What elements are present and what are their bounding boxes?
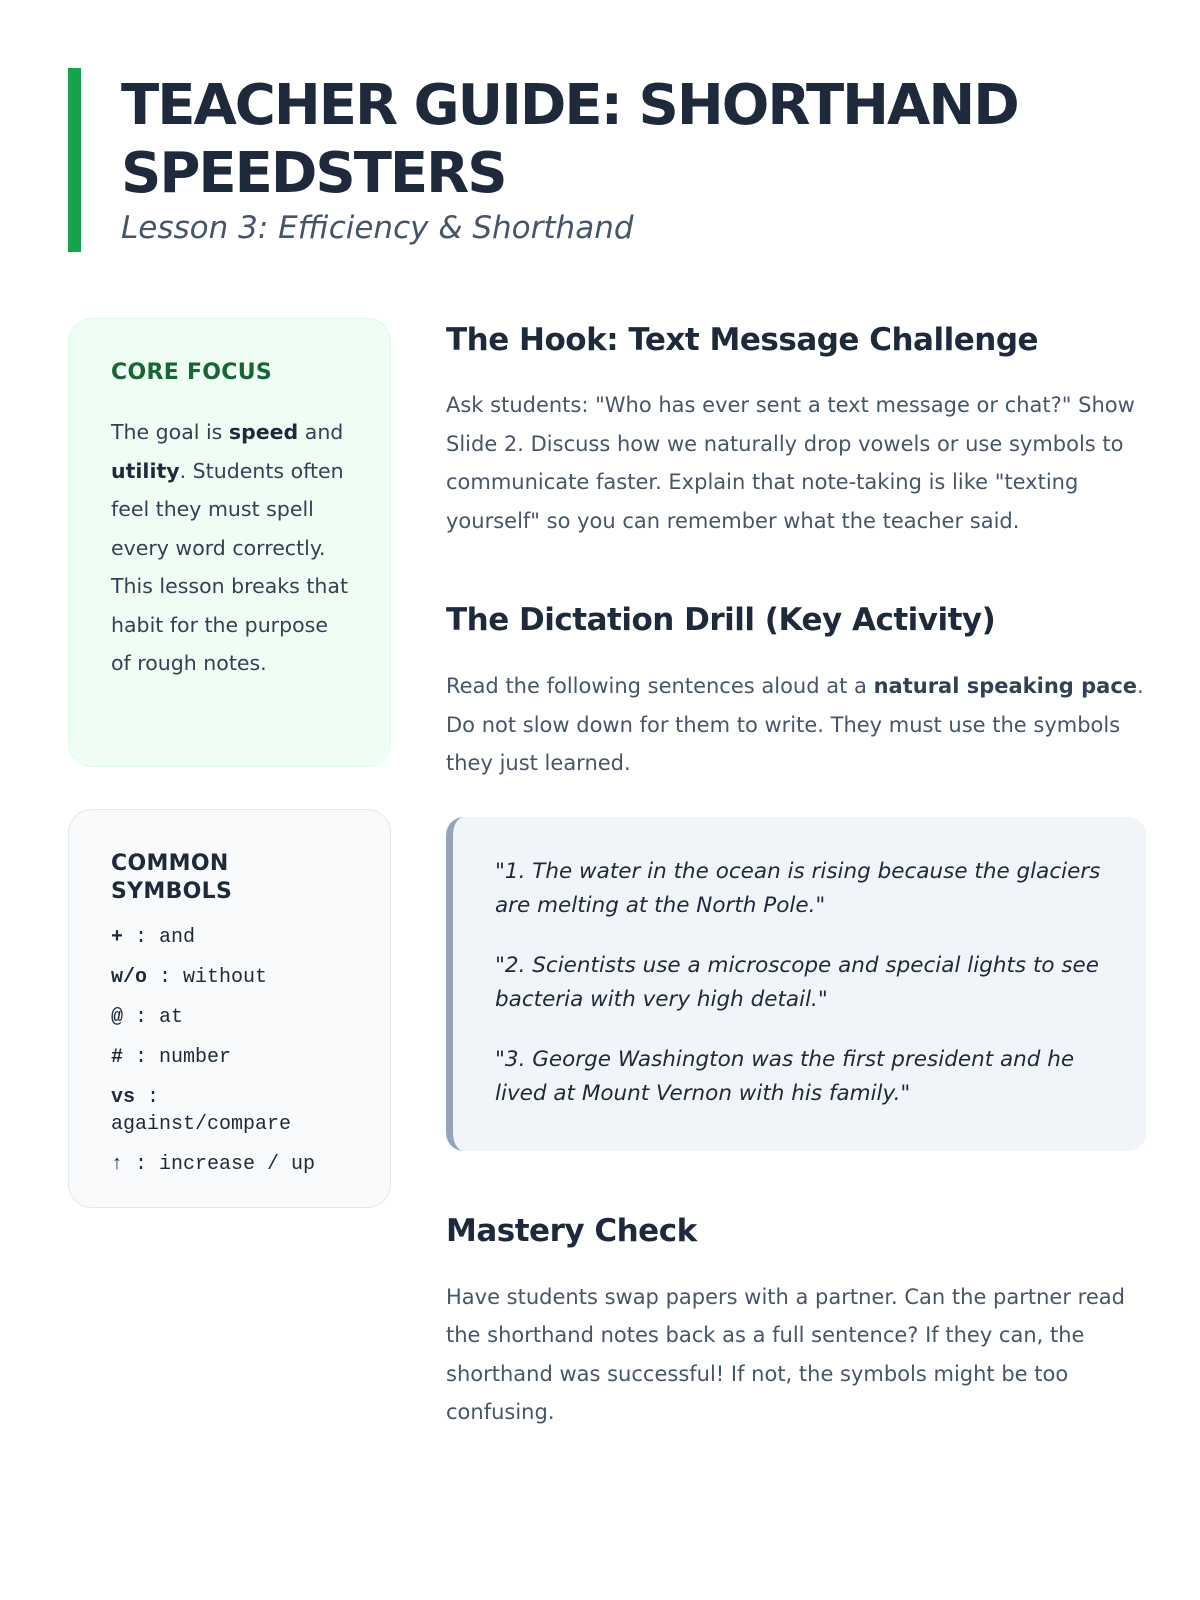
core-focus-card: [68, 318, 391, 767]
drill-body: [446, 667, 1146, 783]
symbol-meaning: : without: [147, 966, 268, 989]
drill-heading: The Dictation Drill (Key Activity): [446, 602, 996, 638]
core-focus-title: CORE FOCUS: [111, 360, 273, 385]
symbol: #: [111, 1046, 124, 1069]
common-symbols-title: COMMON SYMBOLS: [111, 851, 233, 904]
mastery-heading: Mastery Check: [446, 1212, 697, 1249]
common-symbols-card: [68, 809, 391, 1208]
symbol-meaning: : increase / up: [123, 1153, 316, 1176]
symbol-meaning: : and: [123, 926, 196, 949]
core-focus-bold-utility: utility: [111, 458, 180, 483]
list-item: [111, 1004, 350, 1031]
page-subtitle: Lesson 3: Efficiency & Shorthand: [121, 210, 634, 246]
hook-section: [446, 318, 1146, 540]
core-focus-text-1: The goal is: [111, 420, 229, 444]
mastery-section: [446, 1209, 1146, 1432]
hook-body: Ask students: "Who has ever sent a text message or chat?" Show Slide 2. Discuss how we naturally drop vowels or use symbols to communicate faster. Explain that note-taking is like "texting yourself" so you can remember what the teacher said.: [446, 393, 1135, 533]
hook-heading: The Hook: Text Message Challenge: [446, 322, 1039, 358]
page-header: [68, 68, 1148, 252]
list-item: [111, 1151, 350, 1178]
symbol-meaning: : number: [123, 1046, 232, 1069]
list-item: [111, 1084, 350, 1138]
symbol-list: [111, 924, 350, 1178]
mastery-body: Have students swap papers with a partner. Can the partner read the shorthand notes back as a full sentence? If they can, the shorthand was successful! If not, the symbols might be too confusing.: [446, 1284, 1125, 1424]
drill-body-2: . Do not slow down for them to write. They must use the symbols they just learned.: [446, 674, 1144, 775]
symbol: ↑: [111, 1153, 124, 1176]
core-focus-bold-speed: speed: [228, 420, 299, 444]
symbol: +: [111, 926, 124, 949]
sidebar: [68, 318, 391, 1208]
page-title: TEACHER GUIDE: SHORTHAND SPEEDSTERS: [121, 73, 1018, 206]
symbol: w/o: [111, 966, 148, 989]
core-focus-text-3: . Students often feel they must spell every word correctly. This lesson breaks that habit for the purpose of rough notes.: [111, 458, 348, 675]
drill-body-bold: natural speaking pace: [873, 674, 1138, 698]
core-focus-text-2: and: [298, 420, 344, 444]
main-content: [446, 318, 1146, 1432]
symbol-meaning: : at: [123, 1006, 184, 1029]
symbol: @: [111, 1006, 124, 1029]
symbol: vs: [111, 1086, 136, 1109]
drill-section: [446, 598, 1146, 1151]
symbol-meaning: : against/compare: [111, 1086, 292, 1136]
dictation-quote-box: [446, 817, 1146, 1151]
dictation-sentence: "3. George Washington was the first president and he lived at Mount Vernon with his family.": [495, 1046, 1075, 1106]
dictation-sentence: "2. Scientists use a microscope and special lights to see bacteria with very high detail.": [495, 952, 1100, 1012]
dictation-sentence: "1. The water in the ocean is rising because the glaciers are melting at the North Pole.": [495, 858, 1101, 918]
core-focus-text: [111, 413, 350, 683]
list-item: [111, 924, 350, 951]
list-item: [111, 1044, 350, 1071]
list-item: [111, 964, 350, 991]
drill-body-1: Read the following sentences aloud at a: [446, 674, 874, 698]
